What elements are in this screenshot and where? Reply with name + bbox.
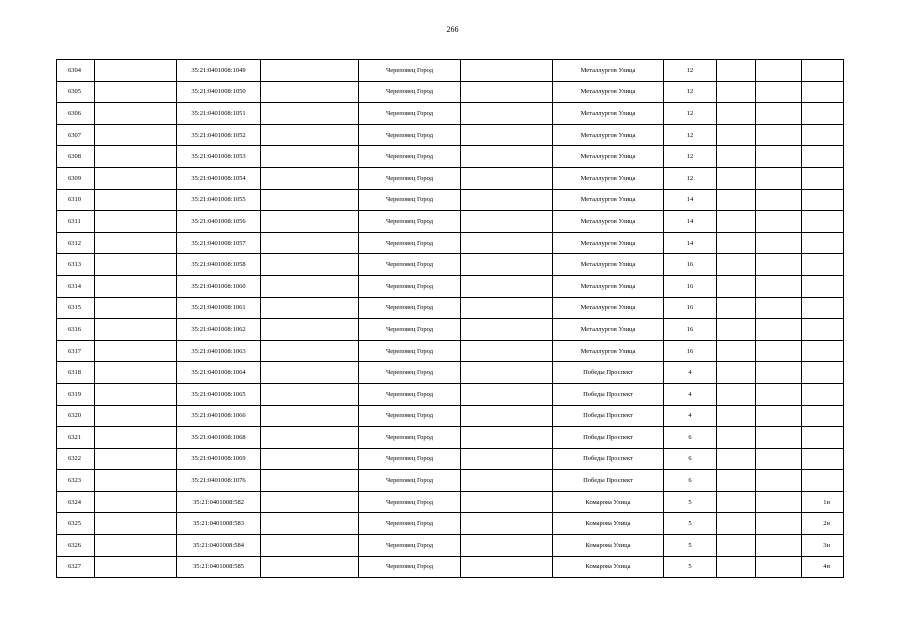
cadastral-number: 35:21:0401008:1058 [177, 254, 261, 276]
street-name: Победы Проспект [553, 470, 664, 492]
house-number: 6 [664, 427, 717, 449]
empty-cell [95, 211, 177, 233]
empty-cell [461, 232, 553, 254]
house-number: 4 [664, 405, 717, 427]
row-number: 6310 [57, 189, 95, 211]
table-row [57, 556, 844, 578]
city-name: Череповец Город [359, 427, 461, 449]
house-number: 5 [664, 535, 717, 557]
empty-cell [756, 103, 802, 125]
empty-cell [261, 535, 359, 557]
empty-cell [95, 556, 177, 578]
row-number: 6317 [57, 340, 95, 362]
row-number: 6314 [57, 275, 95, 297]
empty-cell [717, 470, 756, 492]
empty-cell [717, 427, 756, 449]
house-number: 4 [664, 383, 717, 405]
empty-cell [717, 362, 756, 384]
house-number: 12 [664, 81, 717, 103]
row-number: 6307 [57, 124, 95, 146]
house-number: 14 [664, 211, 717, 233]
house-number: 14 [664, 232, 717, 254]
house-number: 16 [664, 275, 717, 297]
street-name: Металлургов Улица [553, 60, 664, 82]
premises-number [802, 81, 844, 103]
street-name: Комарова Улица [553, 491, 664, 513]
empty-cell [717, 448, 756, 470]
empty-cell [95, 189, 177, 211]
street-name: Комарова Улица [553, 535, 664, 557]
city-name: Череповец Город [359, 167, 461, 189]
street-name: Победы Проспект [553, 448, 664, 470]
empty-cell [756, 427, 802, 449]
empty-cell [717, 81, 756, 103]
empty-cell [261, 146, 359, 168]
cadastral-number: 35:21:0401008:1060 [177, 275, 261, 297]
empty-cell [717, 60, 756, 82]
table-row [57, 383, 844, 405]
empty-cell [95, 427, 177, 449]
row-number: 6319 [57, 383, 95, 405]
empty-cell [95, 470, 177, 492]
cadastral-number: 35:21:0401008:1065 [177, 383, 261, 405]
empty-cell [95, 513, 177, 535]
city-name: Череповец Город [359, 448, 461, 470]
empty-cell [261, 189, 359, 211]
premises-number: 3н [802, 535, 844, 557]
empty-cell [717, 383, 756, 405]
city-name: Череповец Город [359, 319, 461, 341]
house-number: 16 [664, 340, 717, 362]
empty-cell [717, 167, 756, 189]
row-number: 6304 [57, 60, 95, 82]
empty-cell [756, 81, 802, 103]
empty-cell [461, 275, 553, 297]
premises-number [802, 427, 844, 449]
city-name: Череповец Город [359, 362, 461, 384]
street-name: Победы Проспект [553, 362, 664, 384]
premises-number [802, 405, 844, 427]
empty-cell [461, 448, 553, 470]
row-number: 6311 [57, 211, 95, 233]
city-name: Череповец Город [359, 535, 461, 557]
empty-cell [717, 491, 756, 513]
empty-cell [461, 60, 553, 82]
empty-cell [756, 297, 802, 319]
empty-cell [261, 232, 359, 254]
empty-cell [95, 81, 177, 103]
empty-cell [756, 275, 802, 297]
city-name: Череповец Город [359, 254, 461, 276]
empty-cell [461, 81, 553, 103]
empty-cell [717, 254, 756, 276]
empty-cell [756, 405, 802, 427]
city-name: Череповец Город [359, 405, 461, 427]
cadastral-number: 35:21:0401008:1062 [177, 319, 261, 341]
empty-cell [261, 491, 359, 513]
table-row [57, 254, 844, 276]
empty-cell [261, 427, 359, 449]
empty-cell [261, 275, 359, 297]
house-number: 6 [664, 448, 717, 470]
table-row [57, 340, 844, 362]
empty-cell [461, 124, 553, 146]
empty-cell [95, 103, 177, 125]
row-number: 6305 [57, 81, 95, 103]
empty-cell [461, 513, 553, 535]
table-row [57, 405, 844, 427]
empty-cell [461, 405, 553, 427]
empty-cell [95, 362, 177, 384]
empty-cell [717, 146, 756, 168]
cadastral-number: 35:21:0401008:1061 [177, 297, 261, 319]
premises-number: 2н [802, 513, 844, 535]
row-number: 6321 [57, 427, 95, 449]
house-number: 5 [664, 513, 717, 535]
street-name: Победы Проспект [553, 405, 664, 427]
premises-number [802, 470, 844, 492]
cadastral-number: 35:21:0401008:582 [177, 491, 261, 513]
street-name: Победы Проспект [553, 383, 664, 405]
empty-cell [261, 470, 359, 492]
empty-cell [717, 232, 756, 254]
street-name: Металлургов Улица [553, 297, 664, 319]
table-row [57, 275, 844, 297]
premises-number [802, 60, 844, 82]
row-number: 6308 [57, 146, 95, 168]
empty-cell [95, 146, 177, 168]
table-row [57, 232, 844, 254]
street-name: Металлургов Улица [553, 254, 664, 276]
premises-number [802, 254, 844, 276]
street-name: Металлургов Улица [553, 167, 664, 189]
city-name: Череповец Город [359, 297, 461, 319]
empty-cell [461, 491, 553, 513]
empty-cell [756, 513, 802, 535]
house-number: 5 [664, 491, 717, 513]
cadastral-number: 35:21:0401008:1050 [177, 81, 261, 103]
premises-number [802, 275, 844, 297]
cadastral-number: 35:21:0401008:1055 [177, 189, 261, 211]
house-number: 16 [664, 297, 717, 319]
street-name: Комарова Улица [553, 556, 664, 578]
cadastral-number: 35:21:0401008:1066 [177, 405, 261, 427]
house-number: 12 [664, 124, 717, 146]
empty-cell [261, 297, 359, 319]
empty-cell [756, 124, 802, 146]
empty-cell [756, 535, 802, 557]
street-name: Металлургов Улица [553, 81, 664, 103]
premises-number [802, 189, 844, 211]
empty-cell [717, 103, 756, 125]
empty-cell [95, 491, 177, 513]
cadastral-number: 35:21:0401008:1068 [177, 427, 261, 449]
empty-cell [756, 491, 802, 513]
empty-cell [756, 189, 802, 211]
house-number: 12 [664, 167, 717, 189]
city-name: Череповец Город [359, 340, 461, 362]
empty-cell [461, 211, 553, 233]
cadastral-number: 35:21:0401008:585 [177, 556, 261, 578]
city-name: Череповец Город [359, 513, 461, 535]
empty-cell [95, 124, 177, 146]
empty-cell [261, 211, 359, 233]
cadastral-number: 35:21:0401008:1057 [177, 232, 261, 254]
empty-cell [95, 383, 177, 405]
table-row [57, 513, 844, 535]
city-name: Череповец Город [359, 189, 461, 211]
empty-cell [756, 146, 802, 168]
city-name: Череповец Город [359, 556, 461, 578]
street-name: Металлургов Улица [553, 211, 664, 233]
empty-cell [756, 383, 802, 405]
row-number: 6309 [57, 167, 95, 189]
house-number: 16 [664, 254, 717, 276]
row-number: 6315 [57, 297, 95, 319]
empty-cell [756, 556, 802, 578]
empty-cell [461, 297, 553, 319]
street-name: Победы Проспект [553, 427, 664, 449]
table-row [57, 491, 844, 513]
empty-cell [95, 405, 177, 427]
empty-cell [461, 189, 553, 211]
premises-number [802, 232, 844, 254]
empty-cell [261, 81, 359, 103]
empty-cell [95, 60, 177, 82]
street-name: Комарова Улица [553, 513, 664, 535]
house-number: 4 [664, 362, 717, 384]
premises-number [802, 319, 844, 341]
table-row [57, 60, 844, 82]
table-row [57, 167, 844, 189]
city-name: Череповец Город [359, 146, 461, 168]
table-row [57, 535, 844, 557]
empty-cell [756, 232, 802, 254]
house-number: 14 [664, 189, 717, 211]
cadastral-number: 35:21:0401008:1051 [177, 103, 261, 125]
row-number: 6316 [57, 319, 95, 341]
cadastral-number: 35:21:0401008:1049 [177, 60, 261, 82]
empty-cell [461, 470, 553, 492]
empty-cell [261, 513, 359, 535]
table-row [57, 297, 844, 319]
empty-cell [717, 275, 756, 297]
premises-number [802, 167, 844, 189]
empty-cell [717, 124, 756, 146]
street-name: Металлургов Улица [553, 124, 664, 146]
empty-cell [261, 254, 359, 276]
city-name: Череповец Город [359, 275, 461, 297]
page-number: 266 [446, 25, 459, 34]
empty-cell [461, 103, 553, 125]
empty-cell [95, 340, 177, 362]
table-row [57, 427, 844, 449]
house-number: 5 [664, 556, 717, 578]
empty-cell [261, 405, 359, 427]
empty-cell [756, 340, 802, 362]
row-number: 6322 [57, 448, 95, 470]
table-row [57, 362, 844, 384]
street-name: Металлургов Улица [553, 319, 664, 341]
cadastral-number: 35:21:0401008:583 [177, 513, 261, 535]
empty-cell [95, 535, 177, 557]
street-name: Металлургов Улица [553, 103, 664, 125]
empty-cell [756, 319, 802, 341]
premises-number [802, 383, 844, 405]
empty-cell [261, 556, 359, 578]
row-number: 6312 [57, 232, 95, 254]
empty-cell [717, 513, 756, 535]
empty-cell [461, 319, 553, 341]
city-name: Череповец Город [359, 232, 461, 254]
cadastral-number: 35:21:0401008:1063 [177, 340, 261, 362]
row-number: 6318 [57, 362, 95, 384]
empty-cell [717, 319, 756, 341]
house-number: 12 [664, 60, 717, 82]
empty-cell [461, 254, 553, 276]
premises-number [802, 297, 844, 319]
cadastral-number: 35:21:0401008:1054 [177, 167, 261, 189]
empty-cell [756, 448, 802, 470]
table-row [57, 470, 844, 492]
empty-cell [717, 297, 756, 319]
empty-cell [461, 535, 553, 557]
premises-number: 1н [802, 491, 844, 513]
city-name: Череповец Город [359, 470, 461, 492]
empty-cell [95, 167, 177, 189]
row-number: 6325 [57, 513, 95, 535]
city-name: Череповец Город [359, 60, 461, 82]
empty-cell [261, 340, 359, 362]
empty-cell [717, 405, 756, 427]
empty-cell [461, 383, 553, 405]
cadastral-number: 35:21:0401008:1052 [177, 124, 261, 146]
house-number: 16 [664, 319, 717, 341]
house-number: 12 [664, 103, 717, 125]
empty-cell [756, 167, 802, 189]
cadastral-number: 35:21:0401008:584 [177, 535, 261, 557]
empty-cell [461, 146, 553, 168]
empty-cell [95, 448, 177, 470]
premises-number: 4н [802, 556, 844, 578]
empty-cell [717, 556, 756, 578]
street-name: Металлургов Улица [553, 340, 664, 362]
cadastral-number: 35:21:0401008:1064 [177, 362, 261, 384]
premises-number [802, 146, 844, 168]
house-number: 12 [664, 146, 717, 168]
empty-cell [756, 60, 802, 82]
table-row [57, 319, 844, 341]
cadastral-number: 35:21:0401008:1069 [177, 448, 261, 470]
row-number: 6320 [57, 405, 95, 427]
registry-body [57, 60, 844, 578]
empty-cell [461, 362, 553, 384]
empty-cell [261, 383, 359, 405]
empty-cell [461, 340, 553, 362]
empty-cell [756, 362, 802, 384]
premises-number [802, 103, 844, 125]
street-name: Металлургов Улица [553, 275, 664, 297]
empty-cell [261, 362, 359, 384]
table-row [57, 448, 844, 470]
cadastral-number: 35:21:0401008:1076 [177, 470, 261, 492]
city-name: Череповец Город [359, 81, 461, 103]
empty-cell [461, 556, 553, 578]
empty-cell [95, 254, 177, 276]
table-row [57, 211, 844, 233]
house-number: 6 [664, 470, 717, 492]
premises-number [802, 448, 844, 470]
empty-cell [95, 297, 177, 319]
empty-cell [261, 60, 359, 82]
empty-cell [261, 319, 359, 341]
empty-cell [717, 340, 756, 362]
table-row [57, 103, 844, 125]
empty-cell [461, 427, 553, 449]
registry-table [56, 59, 844, 578]
cadastral-number: 35:21:0401008:1056 [177, 211, 261, 233]
empty-cell [95, 232, 177, 254]
street-name: Металлургов Улица [553, 232, 664, 254]
city-name: Череповец Город [359, 103, 461, 125]
empty-cell [261, 167, 359, 189]
city-name: Череповец Город [359, 211, 461, 233]
table-row [57, 81, 844, 103]
empty-cell [261, 448, 359, 470]
row-number: 6323 [57, 470, 95, 492]
empty-cell [756, 211, 802, 233]
city-name: Череповец Город [359, 383, 461, 405]
empty-cell [756, 254, 802, 276]
row-number: 6324 [57, 491, 95, 513]
row-number: 6327 [57, 556, 95, 578]
row-number: 6313 [57, 254, 95, 276]
city-name: Череповец Город [359, 491, 461, 513]
empty-cell [717, 189, 756, 211]
empty-cell [461, 167, 553, 189]
empty-cell [95, 275, 177, 297]
empty-cell [756, 470, 802, 492]
row-number: 6306 [57, 103, 95, 125]
row-number: 6326 [57, 535, 95, 557]
street-name: Металлургов Улица [553, 189, 664, 211]
table-row [57, 189, 844, 211]
empty-cell [261, 103, 359, 125]
empty-cell [717, 535, 756, 557]
table-row [57, 146, 844, 168]
city-name: Череповец Город [359, 124, 461, 146]
empty-cell [261, 124, 359, 146]
street-name: Металлургов Улица [553, 146, 664, 168]
premises-number [802, 362, 844, 384]
cadastral-number: 35:21:0401008:1053 [177, 146, 261, 168]
table-row [57, 124, 844, 146]
empty-cell [95, 319, 177, 341]
premises-number [802, 124, 844, 146]
premises-number [802, 340, 844, 362]
empty-cell [717, 211, 756, 233]
premises-number [802, 211, 844, 233]
